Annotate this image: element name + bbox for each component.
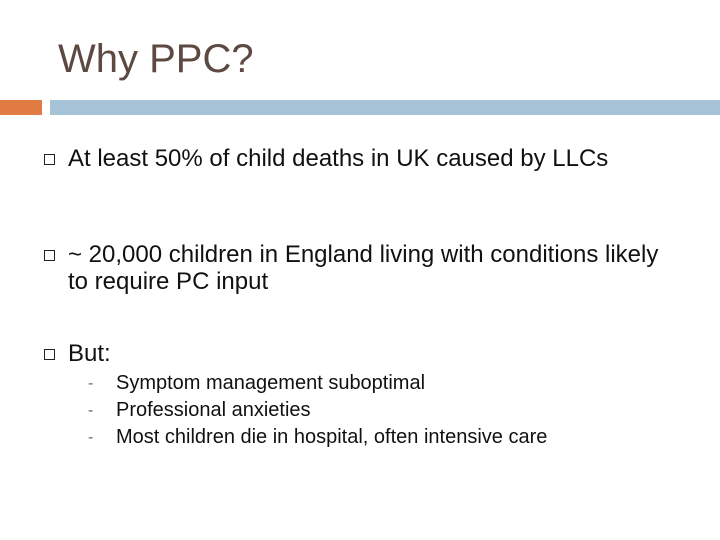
- bullet-text: But:: [68, 340, 111, 367]
- bullet-text: At least 50% of child deaths in UK caused by LLCs: [68, 145, 609, 172]
- square-bullet-icon: [44, 250, 55, 261]
- square-bullet-icon: [44, 349, 55, 360]
- dash-bullet-icon: -: [88, 375, 94, 392]
- bullet-item: [44, 145, 684, 172]
- bullet-text: ~ 20,000 children in England living with conditions likely to require PC input: [68, 241, 659, 295]
- bullet-item: [44, 340, 684, 367]
- sub-bullet-list: [88, 370, 688, 451]
- sub-bullet-text: Symptom management suboptimal: [116, 372, 426, 394]
- accent-bar: [0, 100, 42, 115]
- dash-bullet-icon: -: [88, 429, 94, 446]
- title-underline-bar: [50, 100, 720, 115]
- sub-bullet-text: Most children die in hospital, often intensive care: [116, 426, 548, 448]
- square-bullet-icon: [44, 154, 55, 165]
- sub-bullet-item: [88, 397, 688, 424]
- sub-bullet-item: [88, 424, 688, 451]
- sub-bullet-item: [88, 370, 688, 397]
- bullet-item: [44, 241, 684, 295]
- slide-title: Why PPC?: [58, 37, 254, 81]
- dash-bullet-icon: -: [88, 402, 94, 419]
- sub-bullet-text: Professional anxieties: [116, 399, 311, 421]
